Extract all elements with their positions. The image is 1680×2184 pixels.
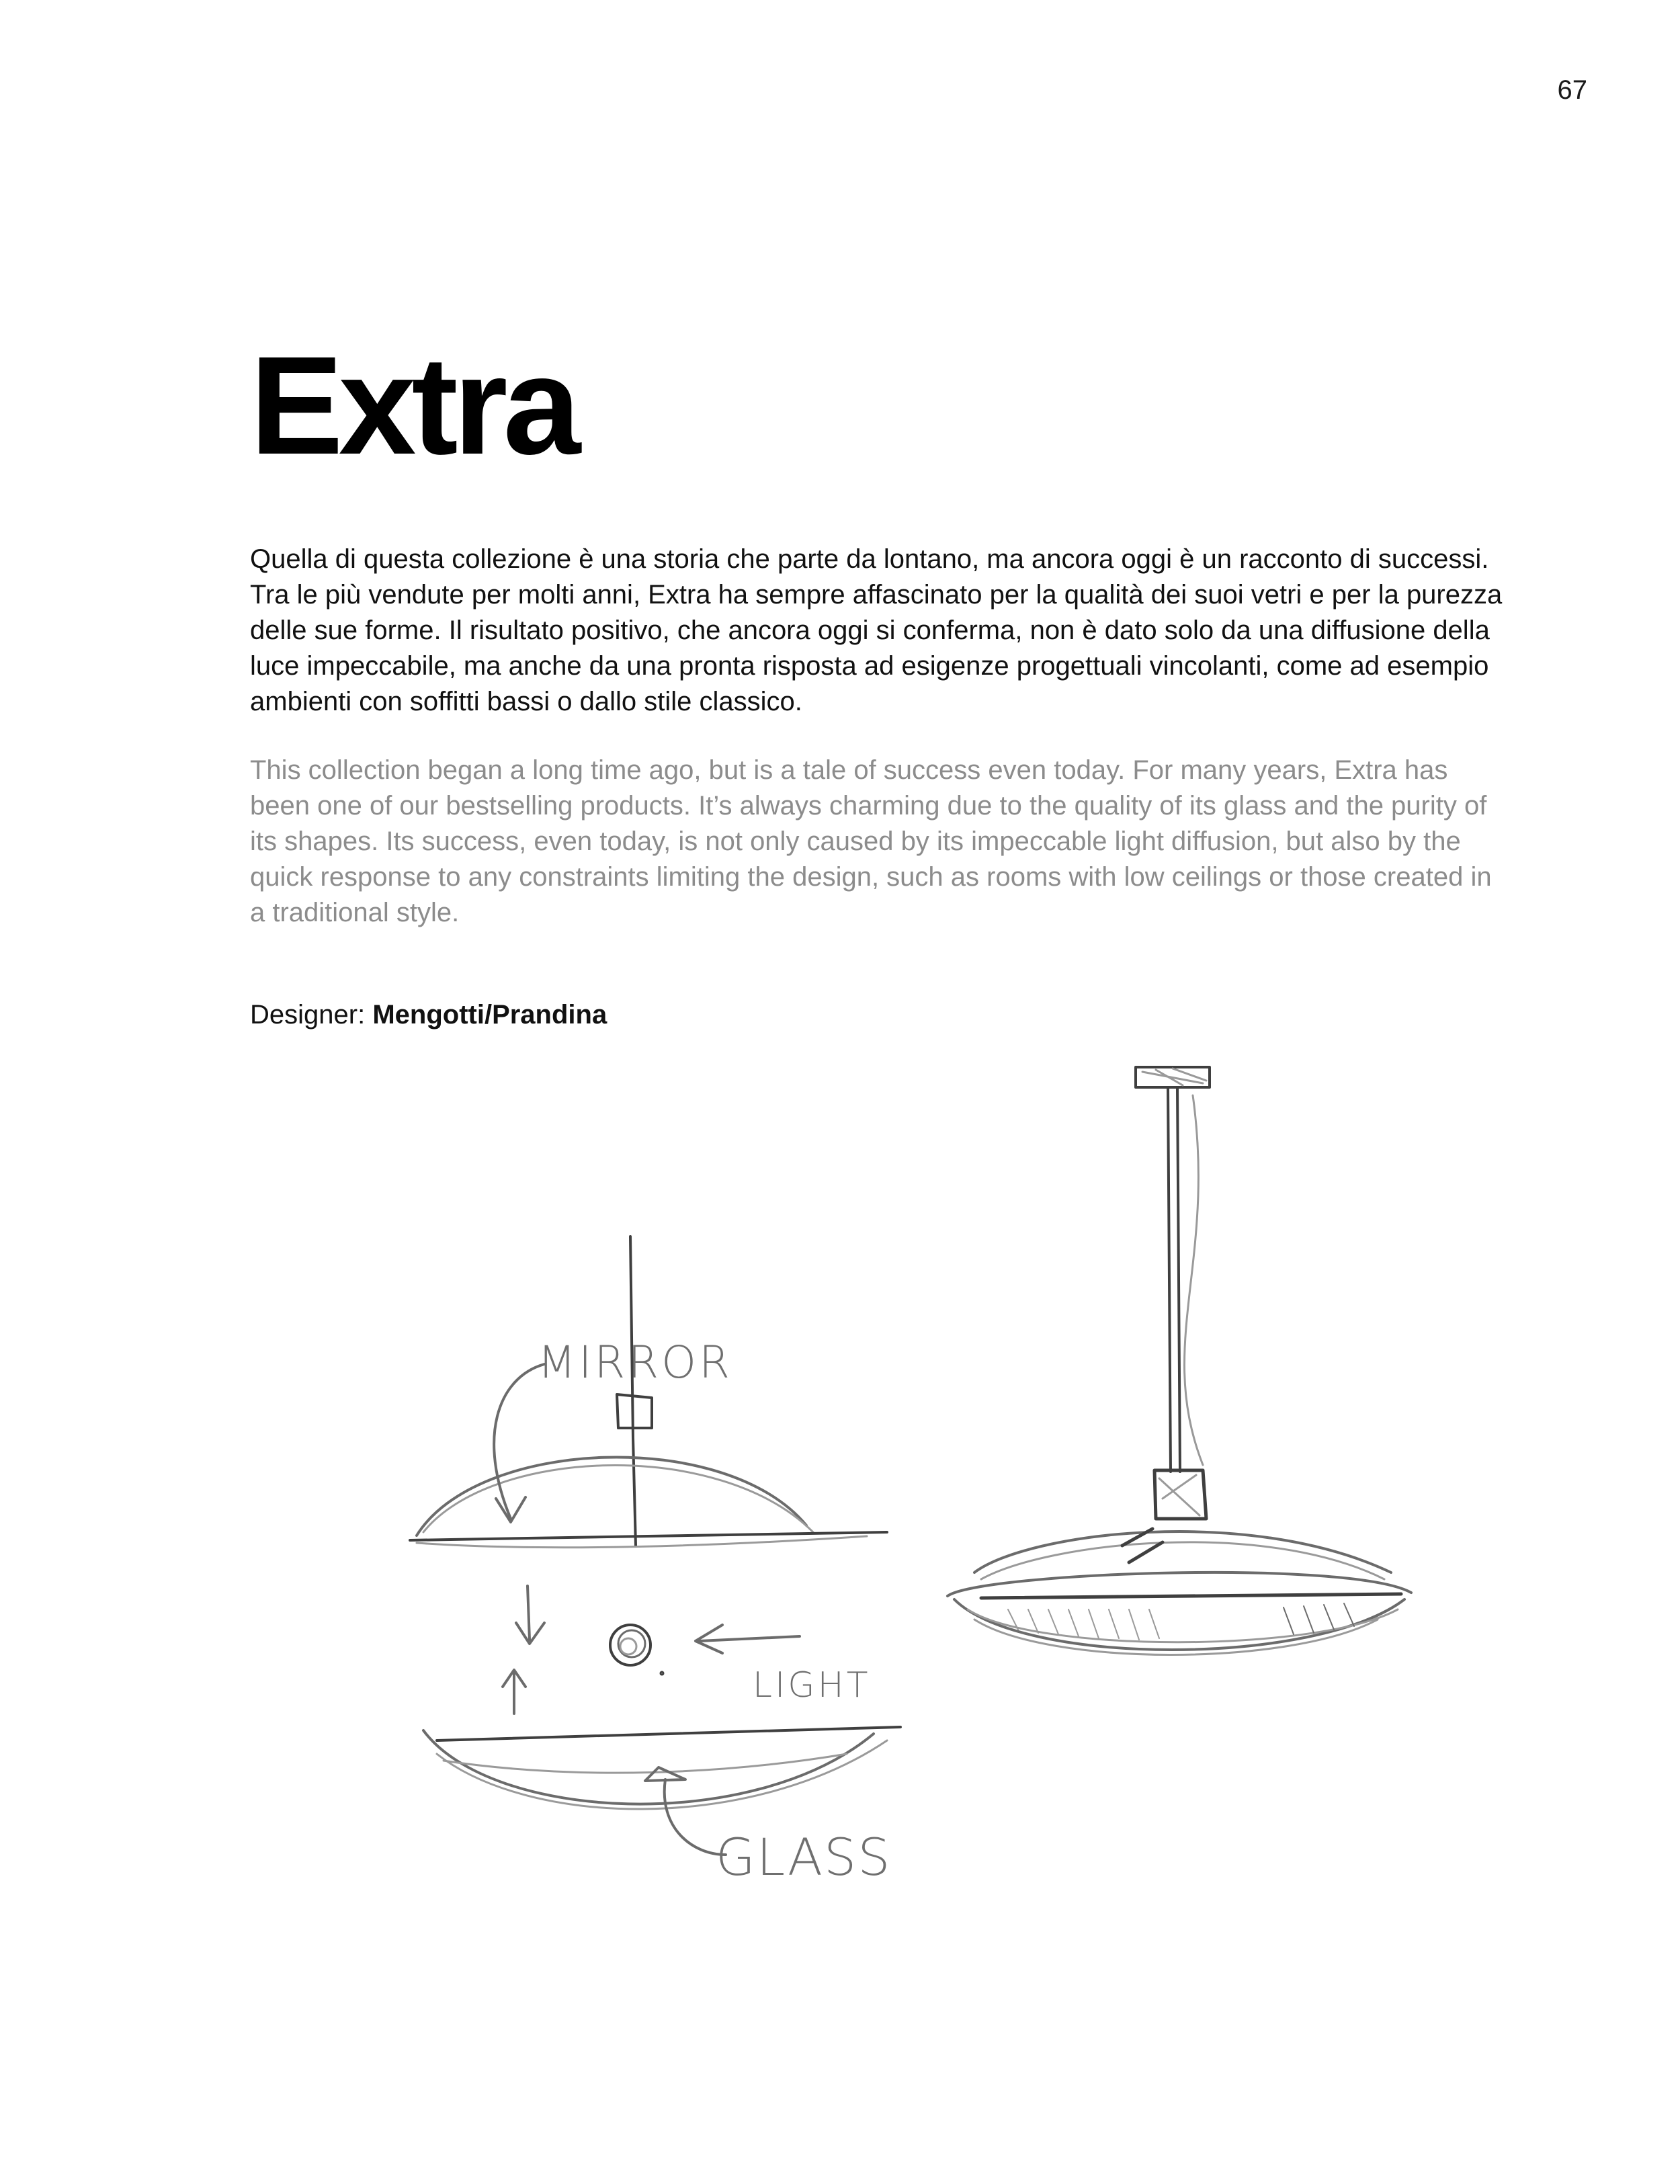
designer-name: Mengotti/Prandina <box>372 1000 607 1030</box>
intro-text-english: This collection began a long time ago, but is a tale of success even today. For many years, Extra has been one of our bestselling products. It’s always charming due to the quality of its glass and the purity of its shapes. Its success, even today, is not only caused by its impeccable light diffusion, but also by the quick response to any constraints limiting the design, such as rooms with low ceilings or those created in a traditional style. <box>250 755 1492 927</box>
designer-label: Designer: <box>250 1000 366 1030</box>
intro-text-italian: Quella di questa collezione è una storia che parte da lontano, ma ancora oggi è un racconto di successi. Tra le più vendute per molti anni, Extra ha sempre affascinato per la qualità dei suoi vetri e per la purezza delle sue forme. Il risultato positivo, che ancora oggi si conferma, non è dato solo da una diffusione della luce impeccabile, ma anche da una pronta risposta ad esigenze progettuali vincolanti, come ad esempio ambienti con soffitti bassi o dallo stile classico. <box>250 544 1503 716</box>
page-number: 67 <box>1557 75 1587 105</box>
label-light: LIGHT <box>753 1665 871 1706</box>
label-mirror: MIRROR <box>538 1337 732 1388</box>
designer-credit <box>250 1000 607 1030</box>
page-title: Extra <box>250 328 577 484</box>
assembled-lamp <box>948 1067 1411 1655</box>
exploded-diagram <box>410 1236 900 1855</box>
lamp-sketch <box>376 1062 1519 1935</box>
label-glass: GLASS <box>716 1827 892 1887</box>
